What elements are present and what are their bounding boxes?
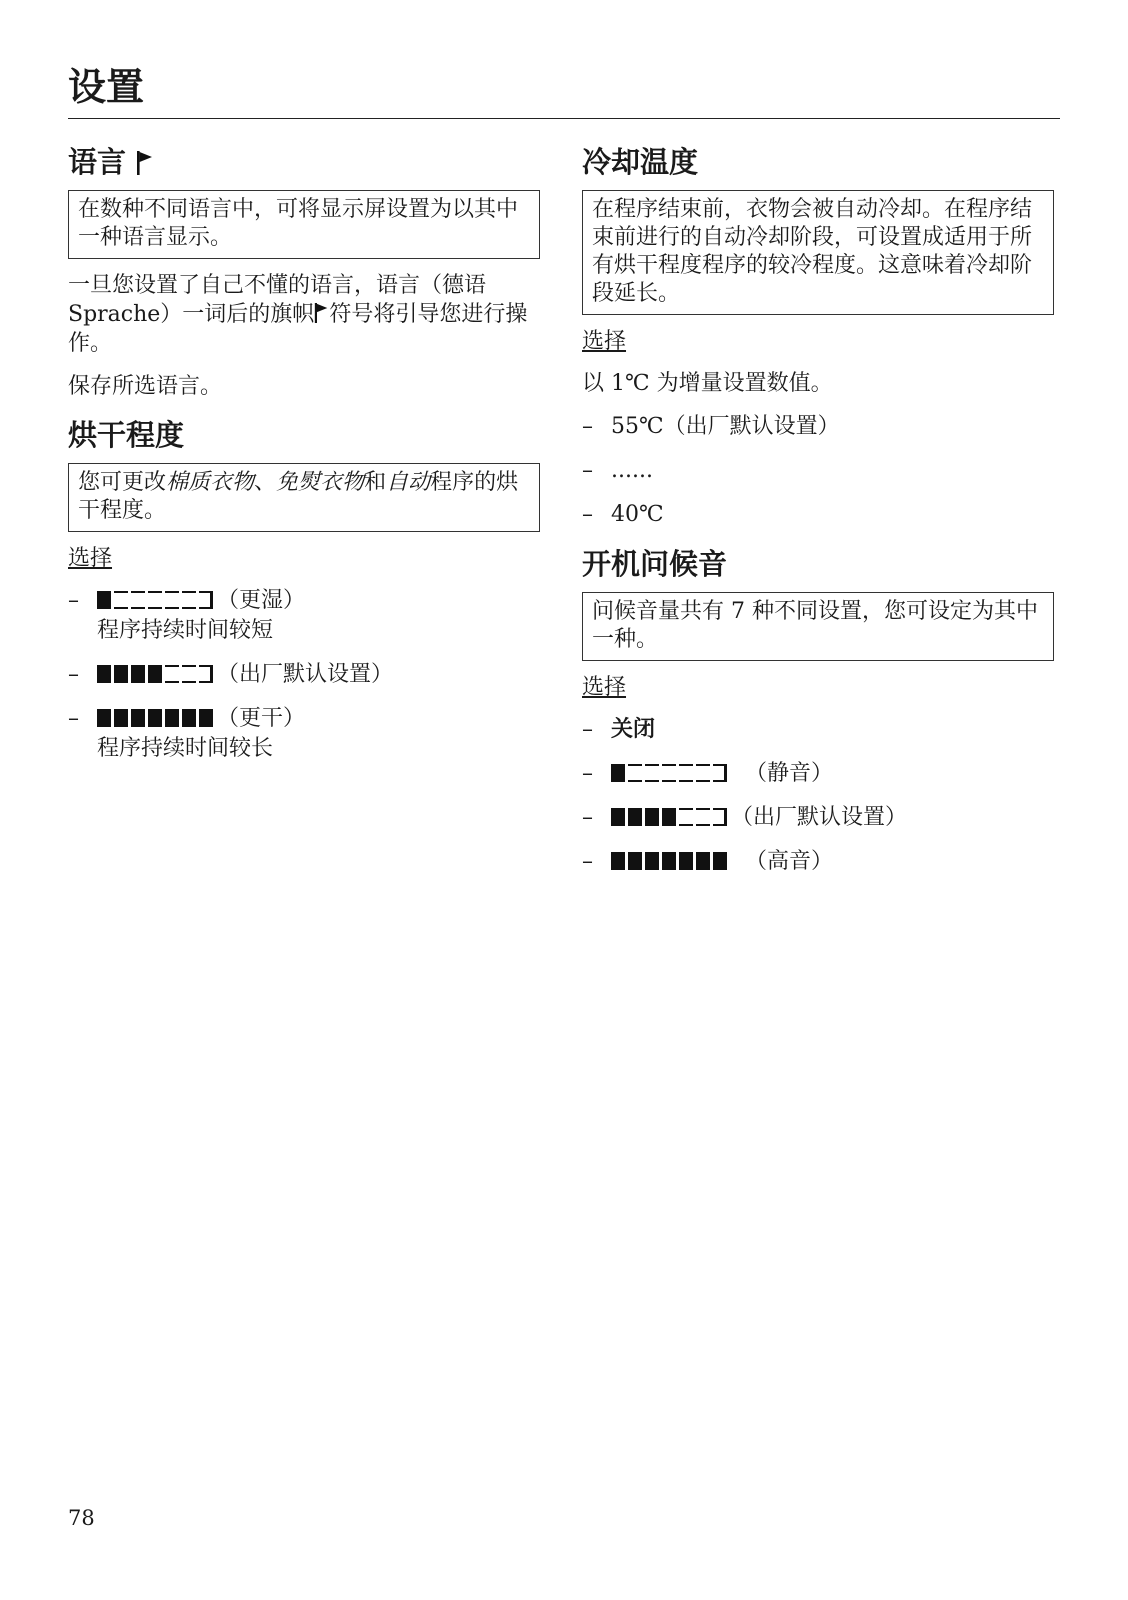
level-segment-empty [199, 665, 213, 683]
cooling-options-label: 选择 [582, 329, 627, 354]
cooling-heading: 冷却温度 [582, 145, 699, 179]
greeting-option [582, 715, 1054, 745]
dryness-option-label: （更干） [217, 706, 306, 731]
level-segment-empty [679, 808, 693, 826]
level-segment-filled [97, 709, 111, 727]
list-dash: – [68, 706, 79, 731]
greeting-option-label: （高音） [731, 849, 833, 874]
volume-level-bar [611, 852, 727, 870]
volume-level-bar [611, 764, 727, 782]
greeting-option [582, 847, 1054, 877]
list-dash: – [582, 761, 593, 786]
program-minimum-iron: 免熨衣物 [276, 470, 365, 495]
dryness-heading: 烘干程度 [68, 418, 185, 452]
cooling-info-box: 在程序结束前，衣物会被自动冷却。在程序结束前进行的自动冷却阶段，可设置成适用于所有烘干程度程序的较冷程度。这意味着冷却阶段延长。 [582, 190, 1054, 315]
level-segment-filled [611, 764, 625, 782]
level-segment-filled [679, 852, 693, 870]
level-segment-filled [131, 665, 145, 683]
list-dash: – [582, 414, 593, 439]
page-title: 设置 [68, 65, 145, 109]
level-segment-empty [199, 591, 213, 609]
level-segment-filled [628, 852, 642, 870]
language-heading-text: 语言 [68, 145, 127, 179]
dryness-options-label: 选择 [68, 546, 113, 571]
flag-icon [136, 150, 154, 176]
greeting-option [582, 803, 1054, 833]
level-segment-filled [611, 852, 625, 870]
level-segment-filled [645, 852, 659, 870]
level-segment-filled [611, 808, 625, 826]
dryness-option-note: 程序持续时间较短 [97, 618, 274, 643]
level-segment-filled [645, 808, 659, 826]
level-segment-filled [199, 709, 213, 727]
list-dash: – [582, 502, 593, 527]
language-instruction-text-a: 一旦您设置了自己不懂的语言，语言（德语 Sprache）一词后的旗帜 [68, 273, 487, 327]
dryness-option [68, 586, 540, 646]
level-segment-filled [713, 852, 727, 870]
list-dash: – [68, 662, 79, 687]
dryness-option [68, 660, 540, 690]
cooling-option-label: 55℃（出厂默认设置） [611, 414, 840, 439]
page-number: 78 [68, 1506, 95, 1530]
greeting-option-label: （静音） [731, 761, 833, 786]
dryness-option-note: 程序持续时间较长 [97, 736, 274, 761]
level-segment-empty [165, 665, 179, 683]
level-segment-filled [628, 808, 642, 826]
level-segment-filled [97, 665, 111, 683]
level-segment-empty [114, 591, 128, 609]
cooling-step-text: 以 1℃ 为增量设置数值。 [582, 371, 833, 396]
level-segment-empty [628, 764, 642, 782]
list-dash: – [582, 805, 593, 830]
volume-level-bar [611, 808, 727, 826]
dryness-option-label: （出厂默认设置） [217, 662, 394, 687]
level-segment-empty [182, 591, 196, 609]
level-segment-empty [713, 808, 727, 826]
cooling-option-label: 40℃ [611, 502, 664, 527]
level-segment-filled [114, 709, 128, 727]
level-segment-filled [97, 591, 111, 609]
level-segment-filled [662, 808, 676, 826]
language-instruction [68, 271, 540, 358]
list-dash: – [68, 588, 79, 613]
dryness-level-bar [97, 665, 213, 683]
flag-icon [314, 302, 329, 324]
cooling-option [582, 412, 1054, 442]
program-cotton: 棉质衣物 [166, 470, 255, 495]
level-segment-filled [131, 709, 145, 727]
box-text: 程序的烘干程度。 [78, 470, 519, 523]
dryness-info-box [68, 463, 540, 532]
level-segment-empty [662, 764, 676, 782]
level-segment-empty [148, 591, 162, 609]
language-info-box: 在数种不同语言中，可将显示屏设置为以其中一种语言显示。 [68, 190, 540, 259]
level-segment-filled [662, 852, 676, 870]
language-save-text: 保存所选语言。 [68, 374, 223, 399]
left-column [68, 142, 540, 778]
language-instruction-text-b: 符号将引导您进行操作。 [68, 302, 528, 356]
greeting-off-label: 关闭 [611, 717, 656, 742]
title-divider [68, 118, 1060, 119]
level-segment-empty [696, 764, 710, 782]
greeting-option-label: （出厂默认设置） [731, 805, 908, 830]
dryness-level-bar [97, 591, 213, 609]
language-heading [68, 142, 540, 182]
list-dash: – [582, 849, 593, 874]
greeting-option [582, 759, 1054, 789]
level-segment-filled [165, 709, 179, 727]
right-column [582, 142, 1054, 891]
box-text: 您可更改 [78, 470, 167, 495]
level-segment-empty [645, 764, 659, 782]
level-segment-filled [148, 709, 162, 727]
greeting-options-label: 选择 [582, 675, 627, 700]
level-segment-filled [148, 665, 162, 683]
list-dash: – [582, 458, 593, 483]
level-segment-empty [679, 764, 693, 782]
level-segment-empty [131, 591, 145, 609]
greeting-info-box: 问候音量共有 7 种不同设置，您可设定为其中一种。 [582, 592, 1054, 661]
dryness-option-label: （更湿） [217, 588, 306, 613]
level-segment-filled [696, 852, 710, 870]
level-segment-filled [182, 709, 196, 727]
program-automatic: 自动 [386, 470, 431, 495]
level-segment-empty [713, 764, 727, 782]
dryness-level-bar [97, 709, 213, 727]
list-dash: – [582, 717, 593, 742]
level-segment-empty [696, 808, 710, 826]
level-segment-empty [165, 591, 179, 609]
dryness-option [68, 704, 540, 764]
cooling-option [582, 500, 1054, 530]
cooling-option [582, 456, 1054, 486]
box-text: 、 [254, 470, 277, 495]
level-segment-filled [114, 665, 128, 683]
cooling-option-label: ...... [611, 458, 653, 483]
box-text: 和 [364, 470, 387, 495]
level-segment-empty [182, 665, 196, 683]
greeting-heading: 开机问候音 [582, 547, 728, 581]
